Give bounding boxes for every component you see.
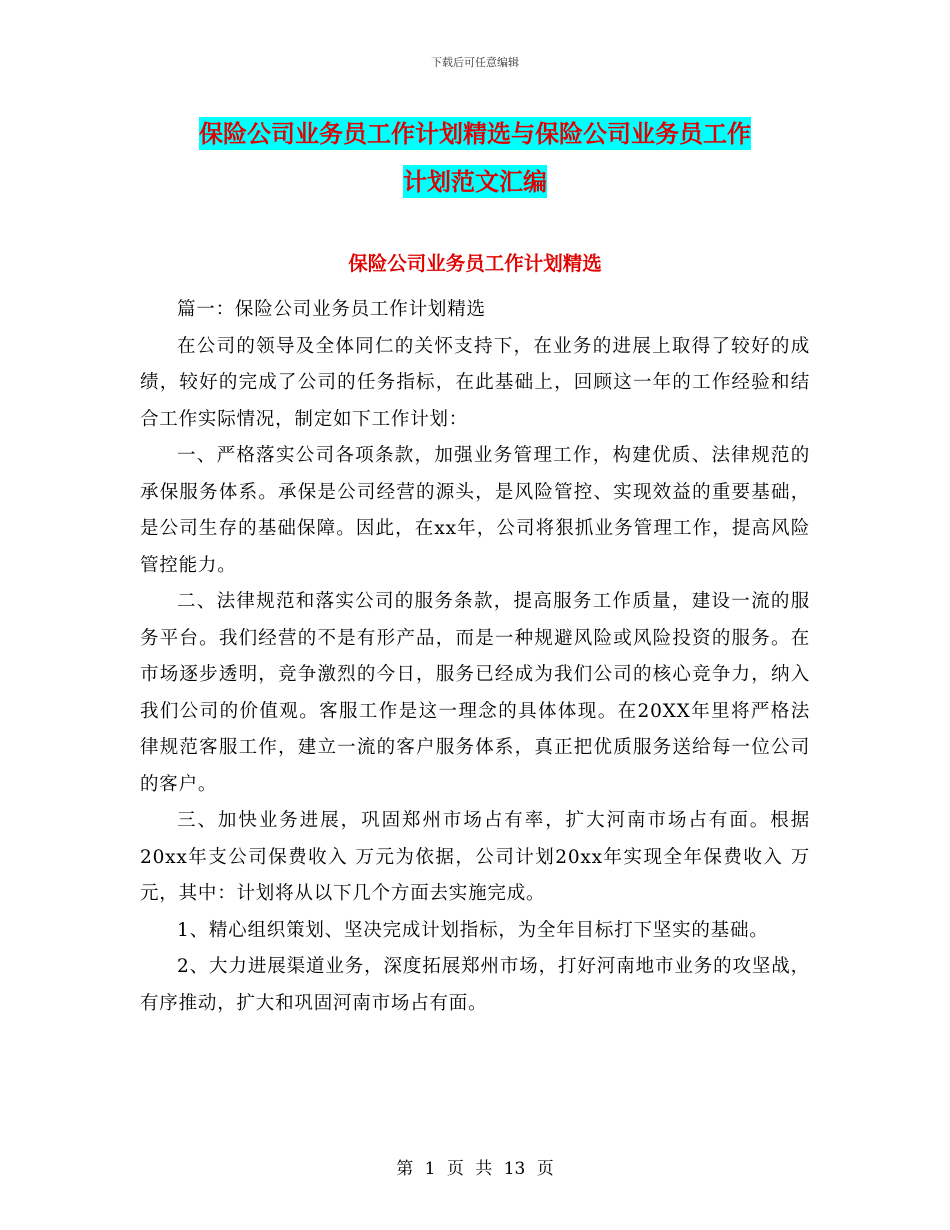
paragraph: 在公司的领导及全体同仁的关怀支持下，在业务的进展上取得了较好的成绩，较好的完成了公司的任务指标，在此基础上，回顾这一年的工作经验和结合工作实际情况，制定如下工作计划： [140,335,810,430]
body-text [140,292,810,1022]
title-line-2: 计划范文汇编 [403,167,547,196]
paragraph: 一、严格落实公司各项条款，加强业务管理工作，构建优质、法律规范的承保服务体系。承保是公司经营的源头，是风险管控、实现效益的重要基础，是公司生存的基础保障。因此，在xx年，公司将狠抓业务管理工作，提高风险管控能力。 [140,445,810,576]
paragraph: 2、大力进展渠道业务，深度拓展郑州市场，打好河南地市业务的攻坚战，有序推动，扩大和巩固河南市场占有面。 [140,956,810,1014]
paragraph: 篇一：保险公司业务员工作计划精选 [177,299,486,320]
page-header-note: 下载后可任意编辑 [431,56,519,69]
page-number: 第 1 页 共 13 页 [396,1159,554,1179]
document-title [140,110,810,206]
paragraph: 二、法律规范和落实公司的服务条款，提高服务工作质量，建设一流的服务平台。我们经营的不是有形产品，而是一种规避风险或风险投资的服务。在市场逐步透明，竞争激烈的今日，服务已经成为我们公司的核心竞争力，纳入我们公司的价值观。客服工作是这一理念的具体体现。在20XX年里将严格法律规范客服工作，建立一流的客户服务体系，真正把优质服务送给每一位公司的客户。 [140,591,810,795]
paragraph: 三、加快业务进展，巩固郑州市场占有率，扩大河南市场占有面。根据20xx年支公司保费收入 万元为依据，公司计划20xx年实现全年保费收入 万元，其中：计划将从以下几个方面去实施完成。 [140,810,810,904]
paragraph: 1、精心组织策划、坚决完成计划指标，为全年目标打下坚实的基础。 [177,919,769,941]
title-line-1: 保险公司业务员工作计划精选与保险公司业务员工作 [199,119,751,148]
section-title: 保险公司业务员工作计划精选 [348,252,602,275]
